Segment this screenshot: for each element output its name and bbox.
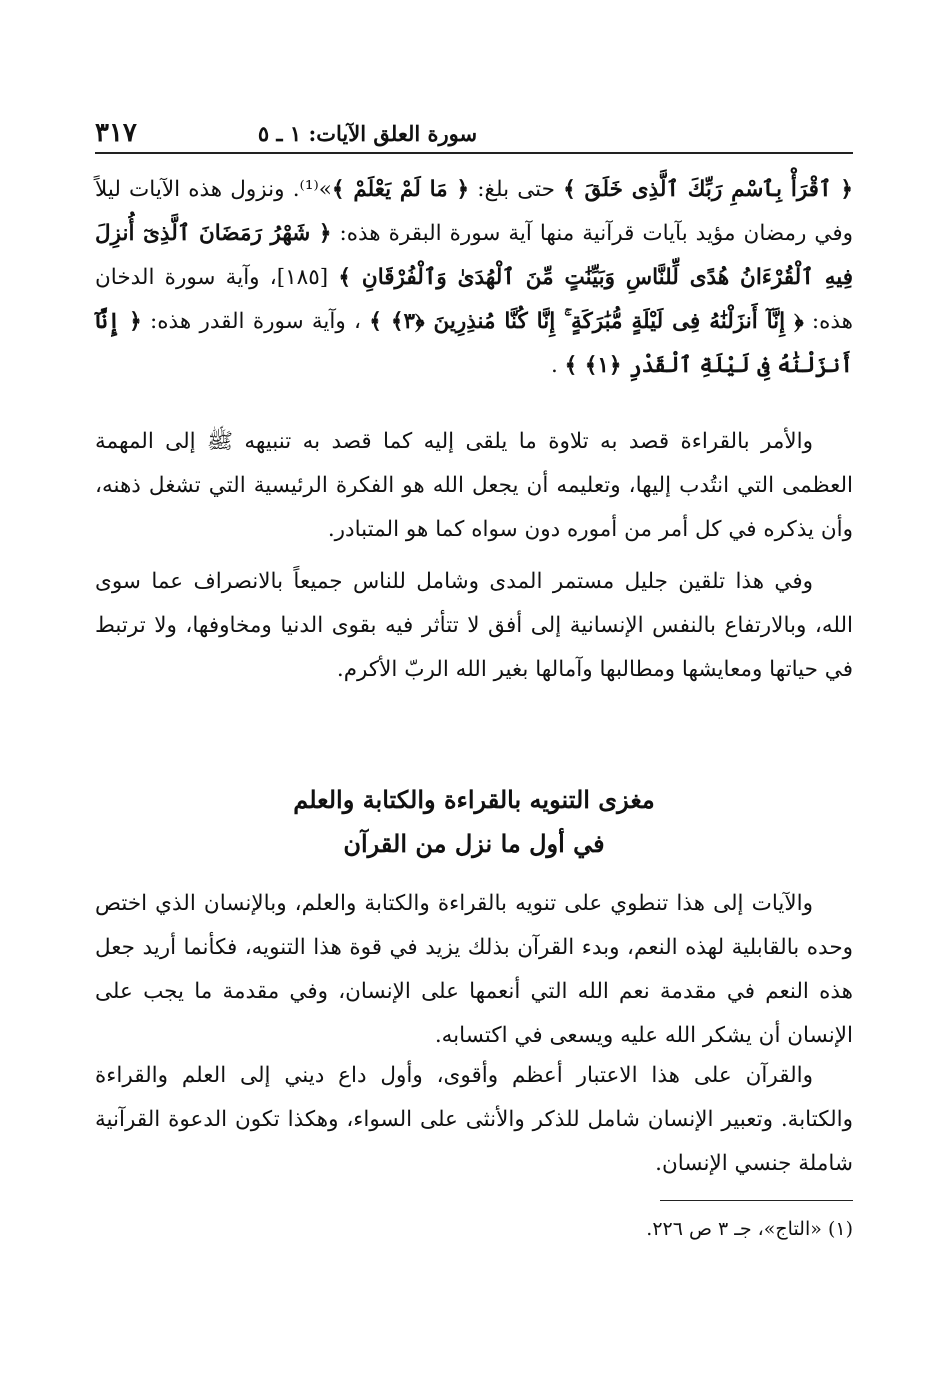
paragraph-call-to-knowledge: والقرآن على هذا الاعتبار أعظم وأقوى، وأول داع ديني إلى العلم والقراءة والكتابة. وتعبير الإنسان شامل للذكر والأنثى على السواء، وهكذا تكون الدعوة القرآنية شاملة جنسي الإنسان. [95,1063,853,1176]
text-segment: حتى بلغ: [469,177,564,202]
text-segment: [١٨٥]، وآية سورة الدخان هذه: [95,265,854,334]
page-header [95,112,853,154]
verse-dukhan: ﴿ إِنَّآ أَنزَلْنَٰهُ فِى لَيْلَةٍ مُّبَٰرَكَةٍ ۚ إِنَّا كُنَّا مُنذِرِينَ ﴿٣﴾ ﴾ [369,309,804,334]
verse-qadr: ﴿ إِنَّآ أَنزَلْنَٰهُ فِى لَيْلَةِ ٱلْقَدْرِ ﴿١﴾ ﴾ [95,309,853,378]
verse-alaq-1: ﴿ ٱقْرَأْ بِٱسْمِ رَبِّكَ ٱلَّذِى خَلَقَ ﴾ [563,177,853,202]
paragraph-instruction: وفي هذا تلقين جليل مستمر المدى وشامل للناس جميعاً بالانصراف عما سوى الله، وبالارتفاع بالنفس الإنسانية إلى أفق لا تتأثر فيه بقوى الدنيا ومخاوفها، ولا ترتبط في حياتها ومعايشها ومطالبها وآمالها بغير الله الربّ الأكرم. [95,569,853,682]
footnote [95,1214,853,1244]
verse-baqara: ﴿ شَهْرُ رَمَضَانَ ٱلَّذِىٓ أُنزِلَ فِيهِ ٱلْقُرْءَانُ هُدًى لِّلنَّاسِ وَبَيِّنَٰتٍ مِّنَ ٱلْهُدَىٰ وَٱلْفُرْقَانِ ﴾ [95,221,853,290]
page-number: ٣١٧ [95,118,137,148]
section-heading-line2: في أول ما نزل من القرآن [343,829,605,858]
text-segment: ، وآية سورة القدر هذه: [141,309,370,334]
running-title: سورة العلق الآيات: ١ ـ ٥ [257,121,478,146]
footnote-divider [660,1200,853,1201]
section-heading-line1: مغزى التنويه بالقراءة والكتابة والعلم [293,785,655,814]
text-segment: . [550,353,565,378]
footnote-marker: (١) [827,1218,853,1240]
paragraph-verses [95,168,853,388]
paragraph-praise-knowledge: والآيات إلى هذا تنطوي على تنويه بالقراءة والكتابة والعلم، وبالإنسان الذي اختص وحده بالقابلية لهذه النعم، وبدء القرآن بذلك يزيد في قوة هذا التنويه، فكأنما أريد جعل هذه النعم في مقدمة نعم الله التي أنعمها على الإنسان، وفي مقدمة ما يجب على الإنسان أن يشكر الله عليه ويسعى في اكتسابه. [95,891,853,1048]
footnote-text: «التاج»، جـ ٣ ص ٢٢٦. [646,1218,822,1240]
text-segment: »⁽¹⁾. ونزول هذه الآيات ليلاً وفي رمضان مؤيد بآيات قرآنية منها آية سورة البقرة هذه: [95,177,853,246]
verse-alaq-5: ﴿ مَا لَمْ يَعْلَمْ ﴾ [331,177,470,202]
paragraph-command-reading: والأمر بالقراءة قصد به تلاوة ما يلقى إليه كما قصد به تنبيهه ﷺ إلى المهمة العظمى التي انتُدب إليها، وتعليمه أن يجعل الله هو الفكرة الرئيسية التي تشغل ذهنه، وأن يذكره في كل أمر من أموره دون سواه كما هو المتبادر. [95,429,853,542]
